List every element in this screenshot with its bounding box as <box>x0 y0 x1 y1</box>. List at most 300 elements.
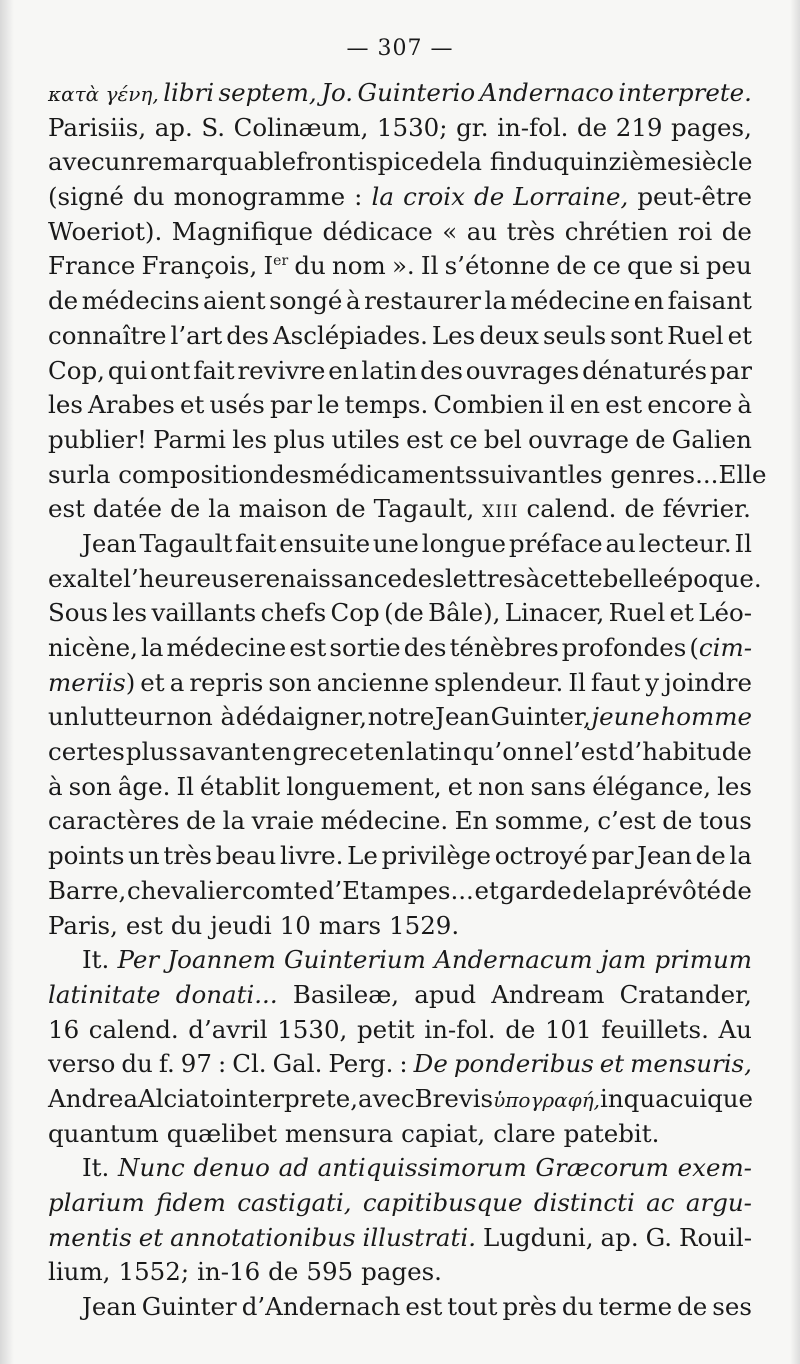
word: en <box>328 355 359 385</box>
word: Paris, <box>48 910 118 940</box>
word: et <box>140 667 165 697</box>
word: vaillants <box>151 598 257 628</box>
word: jeudi <box>210 910 272 940</box>
text-line <box>48 354 752 389</box>
word: 1530; <box>376 112 448 142</box>
text-line <box>48 1255 752 1290</box>
page-number: — 307 — <box>346 36 454 61</box>
word: interprete, <box>224 1083 358 1113</box>
word: de <box>48 286 79 316</box>
word: It. <box>82 945 110 975</box>
word: (signé <box>48 182 124 212</box>
word: caractères <box>48 806 180 836</box>
word: lium, <box>48 1257 111 1287</box>
word: ap. <box>600 1222 639 1252</box>
word: Tagault <box>139 528 233 558</box>
word: de <box>505 1014 536 1044</box>
word: la <box>484 286 507 316</box>
word: latin <box>405 737 462 767</box>
word: peut-être <box>637 182 752 212</box>
word: : <box>217 1049 227 1079</box>
word: de <box>474 182 505 212</box>
word: très <box>506 216 556 246</box>
word: certes <box>48 737 125 767</box>
word: calend. <box>88 1014 179 1044</box>
word: Combien <box>433 390 544 420</box>
word: exem- <box>677 1153 752 1183</box>
word: : <box>354 182 363 212</box>
word: Tagault, <box>373 494 475 524</box>
word: faut <box>590 667 641 697</box>
word: petit <box>356 1014 415 1044</box>
word: de <box>695 841 726 871</box>
word: est <box>48 494 85 524</box>
word: des <box>402 563 445 593</box>
text-line <box>48 874 752 909</box>
word: Jean <box>435 702 490 732</box>
word: Colinæum, <box>233 112 369 142</box>
word: les genres... <box>567 459 719 489</box>
word: jam <box>600 945 647 975</box>
word: distincti <box>533 1188 635 1217</box>
word: sortie <box>329 633 401 662</box>
word: est <box>406 424 444 454</box>
word: Parisiis, <box>48 112 147 142</box>
word: et <box>179 390 205 420</box>
word: G. <box>645 1222 673 1252</box>
text-line <box>48 735 752 770</box>
word: Elle <box>718 459 767 489</box>
word: plus <box>273 424 326 454</box>
word: siècle <box>681 147 753 177</box>
word: Guinterium <box>284 945 426 975</box>
word: les <box>232 424 268 454</box>
word: ouvrage <box>528 424 630 454</box>
word: apud <box>414 979 477 1009</box>
word: France <box>48 251 136 281</box>
word: castigati, <box>237 1188 352 1217</box>
word: 10 <box>279 910 311 940</box>
text-line <box>48 1290 752 1325</box>
word: Rouil- <box>679 1222 752 1252</box>
word: qui <box>107 355 148 385</box>
word: des <box>269 459 312 489</box>
word: Brevis <box>414 1083 494 1113</box>
word: en <box>374 737 405 767</box>
word: libri <box>163 78 215 107</box>
word: 595 <box>306 1257 354 1287</box>
word: ténèbres <box>449 633 559 662</box>
word: denuo <box>193 1153 270 1183</box>
word: l’est <box>565 737 618 767</box>
text-line <box>48 1186 752 1221</box>
word: remarquable <box>136 147 297 177</box>
text-line <box>48 1221 752 1256</box>
word: peu <box>705 251 752 281</box>
word: livre. <box>279 841 344 871</box>
word: Per <box>117 945 160 975</box>
word: du <box>561 1292 594 1322</box>
word: Cl. <box>232 1049 267 1079</box>
word: d’Etampes... <box>318 875 474 905</box>
word: mensuris, <box>630 1049 752 1079</box>
word: de <box>635 424 666 454</box>
text-line <box>48 700 752 735</box>
text-line <box>48 527 752 562</box>
word: connaître <box>48 320 167 350</box>
word: ap. <box>154 112 193 142</box>
word: bel <box>483 424 522 454</box>
word: Les <box>431 320 476 350</box>
word: longuement, <box>286 771 442 801</box>
word: ne <box>533 737 565 767</box>
word: si <box>679 251 700 281</box>
word: profondes <box>561 633 687 662</box>
word: comte <box>241 875 319 905</box>
word: f. <box>158 1049 175 1079</box>
word: gr. <box>456 112 489 142</box>
word: médecine <box>166 633 287 662</box>
word: tous <box>698 806 752 836</box>
word: : <box>399 1049 408 1079</box>
word: antiquissimorum <box>317 1153 527 1183</box>
word: Nunc <box>118 1153 185 1183</box>
word: les <box>48 390 83 420</box>
word: la composition <box>88 459 270 489</box>
word: privilège <box>381 841 492 871</box>
word: Guinter, <box>490 702 591 732</box>
word: monogramme <box>173 182 346 212</box>
word: feuillets. <box>601 1014 709 1044</box>
word: de <box>677 1292 708 1322</box>
word: médecine <box>510 286 631 316</box>
word: Au <box>718 1014 752 1044</box>
word: et <box>599 1049 625 1079</box>
word: la <box>208 494 231 524</box>
word: patebit. <box>563 1118 660 1148</box>
word: septem, <box>218 78 317 107</box>
word: de <box>185 806 217 836</box>
word: usés <box>209 390 265 420</box>
word: avec <box>357 1083 415 1113</box>
word: points <box>48 841 125 871</box>
word: longue <box>421 528 507 558</box>
word: des <box>226 320 269 350</box>
body-text <box>48 76 767 1325</box>
word: 219 <box>615 112 663 142</box>
word: beau <box>215 841 277 871</box>
word: Gal. <box>272 1049 323 1079</box>
word: ouvrages <box>465 355 580 385</box>
word: fait <box>193 355 235 385</box>
word: chefs <box>260 598 327 628</box>
word: son <box>68 771 112 801</box>
word: l’heureuse <box>123 563 254 593</box>
word: Le <box>347 841 378 871</box>
word: lecteur. <box>638 528 732 558</box>
word: à <box>48 771 63 801</box>
word: 1529. <box>389 910 460 940</box>
word: un <box>104 147 137 177</box>
word: 1530, <box>277 1014 348 1044</box>
word: Guinterio <box>357 78 476 107</box>
word: renaissance <box>253 563 403 593</box>
word: Il <box>176 771 194 801</box>
word: février. <box>662 494 751 524</box>
word: ὑπογραφή, <box>493 1087 601 1112</box>
text-line <box>48 770 752 805</box>
word: en <box>261 737 292 767</box>
word: que <box>627 251 674 281</box>
word: nicène, <box>48 633 138 662</box>
word: Bâle), <box>428 598 501 628</box>
word: dénaturés <box>582 355 708 385</box>
word: (cim- <box>689 633 752 662</box>
word: roi <box>677 216 713 246</box>
word: est <box>605 390 643 420</box>
word: utiles <box>331 424 400 454</box>
word: chrétien <box>564 216 669 246</box>
word: Ruel <box>608 598 666 628</box>
word: in-fol. <box>497 112 569 142</box>
word: dédicace <box>322 216 433 246</box>
text-line <box>48 1013 752 1048</box>
word: la fin <box>459 147 522 177</box>
word: Woeriot). <box>48 216 163 246</box>
text-line <box>48 839 752 874</box>
word: est <box>289 633 327 662</box>
word: sur <box>48 459 89 489</box>
word: clare <box>493 1118 556 1148</box>
word: splendeur. <box>434 667 564 697</box>
word: 16 <box>48 1014 80 1044</box>
word: vraie <box>251 806 315 836</box>
word: aient <box>203 286 266 316</box>
word: du <box>294 251 326 281</box>
word: ad <box>278 1153 309 1183</box>
word: calend. <box>526 494 617 524</box>
page-gutter-shadow <box>0 0 14 1364</box>
word: la <box>603 875 626 905</box>
word: de <box>429 147 460 177</box>
word: tout <box>447 1292 498 1322</box>
text-line <box>48 319 752 354</box>
word: latinitate <box>48 979 161 1009</box>
word: Galien <box>671 424 752 454</box>
text-line <box>48 631 752 666</box>
word: il <box>549 390 565 420</box>
word: établit <box>200 771 281 801</box>
word: savant <box>178 737 261 767</box>
word: S. <box>201 112 226 142</box>
word: frontispice <box>296 147 430 177</box>
word: a <box>169 667 185 697</box>
word: jeune <box>591 702 660 732</box>
word: préface <box>508 528 603 558</box>
word: Alciato <box>137 1083 225 1113</box>
word: quælibet <box>166 1118 277 1148</box>
text-line <box>48 111 752 146</box>
word: la <box>141 633 164 662</box>
text-line <box>48 666 752 701</box>
word: ». <box>391 251 415 281</box>
word: de <box>721 216 752 246</box>
word: non à <box>166 702 236 732</box>
word: époque. <box>663 563 762 593</box>
word: du <box>121 1049 153 1079</box>
word: ponderibus <box>453 1049 594 1079</box>
word: Arabes <box>88 390 175 420</box>
word: datée <box>92 494 163 524</box>
word: suivant <box>477 459 568 489</box>
text-line <box>48 388 752 423</box>
word: Il <box>734 528 752 558</box>
word: Jean <box>82 1292 137 1322</box>
word: de <box>572 875 603 905</box>
word: au <box>605 528 636 558</box>
word: Linacer, <box>504 598 605 628</box>
text-line <box>48 215 752 250</box>
word: illustrati. <box>362 1222 476 1252</box>
word: chevalier <box>126 875 242 905</box>
word: (de <box>384 598 424 628</box>
word: Cop <box>330 598 380 628</box>
word: 1552; <box>118 1257 190 1287</box>
word: c’est <box>597 806 656 836</box>
word: un <box>128 841 160 871</box>
word: κατὰ γένη, <box>48 82 159 106</box>
word: capitibusque <box>362 1188 523 1217</box>
word: Græcorum <box>535 1153 669 1183</box>
word: pages. <box>361 1257 442 1287</box>
text-line <box>48 145 752 180</box>
word: croix <box>403 182 465 212</box>
word: François, <box>141 251 258 281</box>
word: de <box>721 875 752 905</box>
word: maison <box>238 494 328 524</box>
text-line <box>48 562 762 597</box>
word: est <box>405 1292 443 1322</box>
word: ce <box>592 251 621 281</box>
word: capiat, <box>401 1118 486 1148</box>
word: ensuite <box>279 528 371 558</box>
word: cette <box>540 563 603 593</box>
word: en <box>633 286 665 316</box>
text-line <box>48 76 752 111</box>
word: à <box>737 390 752 420</box>
word: mars <box>318 910 382 940</box>
word: par <box>270 390 313 420</box>
word: Cratander, <box>619 979 752 1009</box>
word: terme <box>598 1292 673 1322</box>
word: une <box>372 528 419 558</box>
word: du <box>521 147 554 177</box>
word: primum <box>654 945 752 975</box>
text-line <box>48 180 752 215</box>
word: fait <box>235 528 277 558</box>
word: Andernacum <box>434 945 593 975</box>
word: est <box>125 910 163 940</box>
word: et <box>727 320 752 350</box>
word: xiii <box>482 494 519 524</box>
word: médecins <box>81 286 200 316</box>
word: seuls <box>542 320 607 350</box>
word: repris <box>189 667 264 697</box>
word: Il <box>420 251 439 281</box>
word: quinzième <box>553 147 682 177</box>
word: encore <box>647 390 733 420</box>
word: mentis <box>48 1222 132 1252</box>
word: verso <box>48 1049 116 1079</box>
text-line <box>48 978 752 1013</box>
word: De <box>413 1049 448 1079</box>
word: un <box>48 702 80 732</box>
word: le <box>317 390 340 420</box>
text-line <box>48 458 767 493</box>
word: non <box>478 771 525 801</box>
word: dédaigner, <box>235 702 367 732</box>
word: faisant <box>667 286 752 316</box>
word: in <box>600 1083 624 1113</box>
word: notre <box>367 702 435 732</box>
text-line <box>48 804 752 839</box>
word: sans <box>530 771 587 801</box>
word: Lorraine, <box>513 182 629 212</box>
word: de <box>624 494 655 524</box>
word: octroyé <box>494 841 588 871</box>
word: temps. <box>344 390 429 420</box>
text-line <box>48 423 752 458</box>
word: et <box>138 1222 164 1252</box>
word: Il <box>568 667 586 697</box>
word: Jean <box>82 528 137 558</box>
word: Jean <box>637 841 692 871</box>
word: y <box>645 667 660 697</box>
word: du <box>133 182 165 212</box>
word: Andrea <box>48 1083 138 1113</box>
text-line <box>48 596 752 631</box>
word: lettres <box>444 563 526 593</box>
word: s’étonne <box>444 251 551 281</box>
word: En <box>454 806 489 836</box>
word: joindre <box>664 667 752 697</box>
word: ses <box>712 1292 752 1322</box>
word: somme, <box>494 806 591 836</box>
word: au <box>466 216 498 246</box>
word: élégance, <box>592 771 712 801</box>
word: mensura <box>284 1118 394 1148</box>
word: d’avril <box>188 1014 268 1044</box>
word: la <box>371 182 394 212</box>
word: prévôté <box>626 875 722 905</box>
word: restaurer <box>364 286 482 316</box>
word: pages, <box>671 112 752 142</box>
word: deux <box>479 320 539 350</box>
word: Ier <box>263 251 289 281</box>
word: très <box>163 841 213 871</box>
word: de <box>170 494 201 524</box>
word: Barre, <box>48 875 127 905</box>
word: revivre <box>237 355 326 385</box>
word: par <box>709 355 752 385</box>
word: Basileæ, <box>292 979 400 1009</box>
word: médicaments <box>311 459 478 489</box>
word: homme <box>660 702 752 732</box>
word: It. <box>82 1153 110 1183</box>
word: garde <box>499 875 572 905</box>
word: Andernaco <box>479 78 614 107</box>
word: Joannem <box>167 945 276 975</box>
